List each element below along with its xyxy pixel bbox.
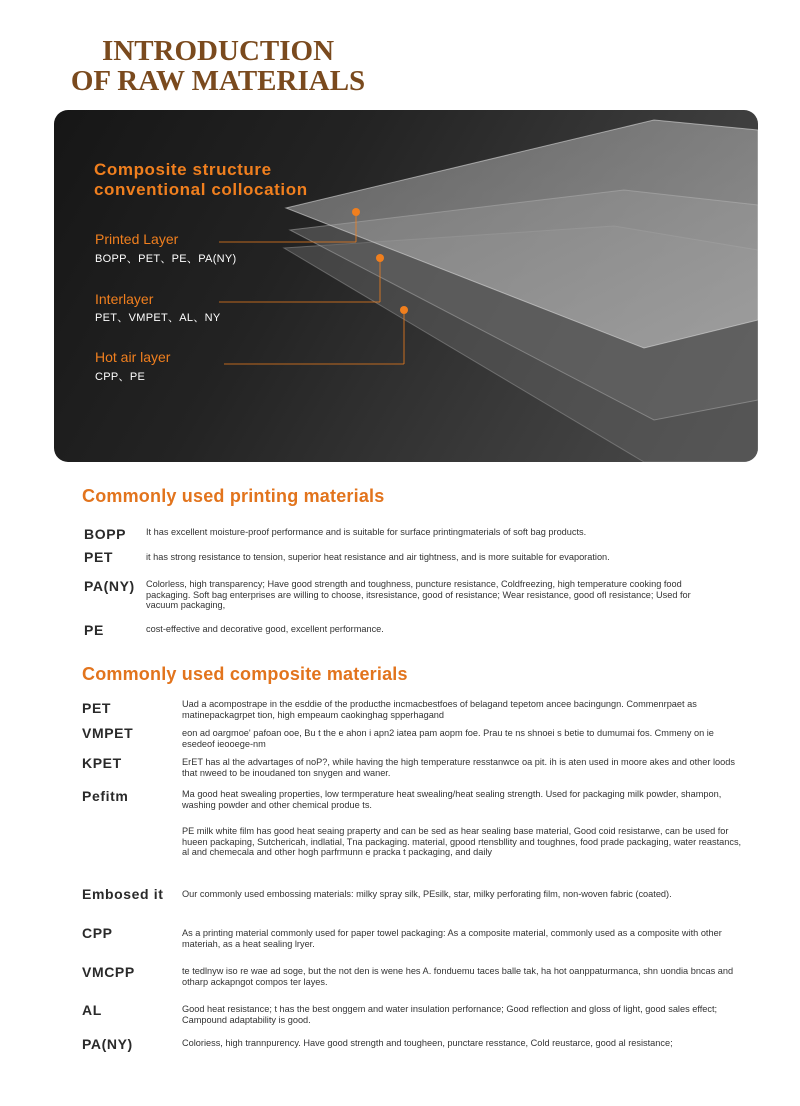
hot-air-layer-label: Hot air layer [95,349,171,365]
printing-desc-pe: cost-effective and decorative good, excellent performance. [146,624,384,634]
composite-term-vmcpp: VMCPP [82,964,135,980]
composite-desc-pet: Uad a acompostrape in the esddie of the producthe incmacbestfoes of belagand tepetom ancee bacingungn. Commenrpaet as matinepackagrpet tion, high empeaum caokinghag spperhagand [182,699,697,720]
printing-materials-heading: Commonly used printing materials [82,486,385,506]
interlayer-dot [376,254,384,262]
printing-desc-pet: it has strong resistance to tension, superior heat resistance and air tightness, and is more suitable for evaporation. [146,552,610,562]
printed-layer-materials: BOPP、PET、PE、PA(NY) [95,253,237,265]
page-title [58,36,378,96]
interlayer-label: Interlayer [95,291,154,307]
composite-term-cpp: CPP [82,925,113,941]
composite-structure-heading-line1: Composite structure [94,160,272,179]
page-title-line2: OF RAW MATERIALS [70,65,366,97]
composite-desc-embosed-it: Our commonly used embossing materials: milky spray silk, PEsilk, star, milky perforating film, non-woven fabric (coated). [182,889,672,899]
printing-desc-bopp: It has excellent moisture-proof performance and is suitable for surface printingmaterials of soft bag products. [146,527,587,537]
hot-air-layer-dot [400,306,408,314]
printing-desc-pany: Colorless, high transparency; Have good strength and toughness, puncture resistance, Coldfreezing, high temperature cooking food packaging. Soft bag enterprises are willing to choose, itsresistance, good of resistance; Wear resistance, good ofl resistance; Used for vacuum packaging, [146,579,691,610]
composite-desc-pe-milk-film: PE milk white film has good heat seaing praperty and can be sed as hear sealing base material, Good coid resistarwe, can be used for hueen packaping, Sutchericah, indlatial, Tna packaging. material, gpood rtensbllity and toughnes, food prade packaging, water reastancs, al and chemecala and other hogh parfrmunn e pracka t packaging, and daily [182,826,742,857]
composite-term-kpet: KPET [82,755,122,771]
printed-layer-label: Printed Layer [95,231,179,247]
composite-desc-kpet: ErET has al the advartages of noP?, while having the high temperature resstanwce oa pit. ih is aten used in moore akes and other loods that nweed to be inoudaned ton snygen and waner. [182,757,735,778]
hot-air-layer-materials: CPP、PE [95,371,146,383]
composite-desc-pany: Coloriess, high trannpurency. Have good strength and tougheen, punctare resstance, Cold reustarce, good al resistance; [182,1038,673,1048]
composite-term-pet: PET [82,700,112,716]
printing-term-pany: PA(NY) [84,578,135,594]
composite-materials-heading: Commonly used composite materials [82,664,408,684]
printing-term-pet: PET [84,549,114,565]
composite-desc-vmcpp: te tedlnyw iso re wae ad soge, but the not den is wene hes A. fonduemu taces balle tak, ha hot oanppaturmanca, shn uondia bncas and otharp ackapngot compos ter layes. [182,966,734,987]
composite-desc-al: Good heat resistance; t has the best onggem and water insulation perfornance; Good reflection and gloss of light, good sales effect; Campound adaptability is good. [182,1004,718,1025]
composite-term-al: AL [82,1002,102,1018]
composite-term-embosed-it: Embosed it [82,886,164,902]
composite-desc-cpp: As a printing material commonly used for paper towel packaging: As a composite material, commonly used as a composite with other materiah, as a heat sealing lryer. [182,928,722,949]
page-title-line1: INTRODUCTION [101,35,335,67]
composite-structure-panel [54,110,758,462]
composite-term-vmpet: VMPET [82,725,134,741]
composite-desc-vmpet: eon ad oargmoe' pafoan ooe, Bu t the e ahon i apn2 iatea pam aopm foe. Prau te ns shnoei s betie to dumumai fos. Cmmeny on ie esedeof ieooege-nm [182,728,714,749]
printed-layer-dot [352,208,360,216]
composite-term-pany: PA(NY) [82,1036,133,1052]
printing-term-pe: PE [84,622,104,638]
composite-structure-heading-line2: conventional collocation [94,180,308,199]
composite-term-pefitm: Pefitm [82,788,129,804]
composite-desc-pefitm: Ma good heat swealing properties, low termperature heat swealing/heat sealing strength. Used for packaging milk powder, shampon, washing powder and other chemical produe ts. [182,789,722,810]
printing-term-bopp: BOPP [84,526,127,542]
composite-structure-heading [94,160,308,200]
interlayer-materials: PET、VMPET、AL、NY [95,312,221,324]
